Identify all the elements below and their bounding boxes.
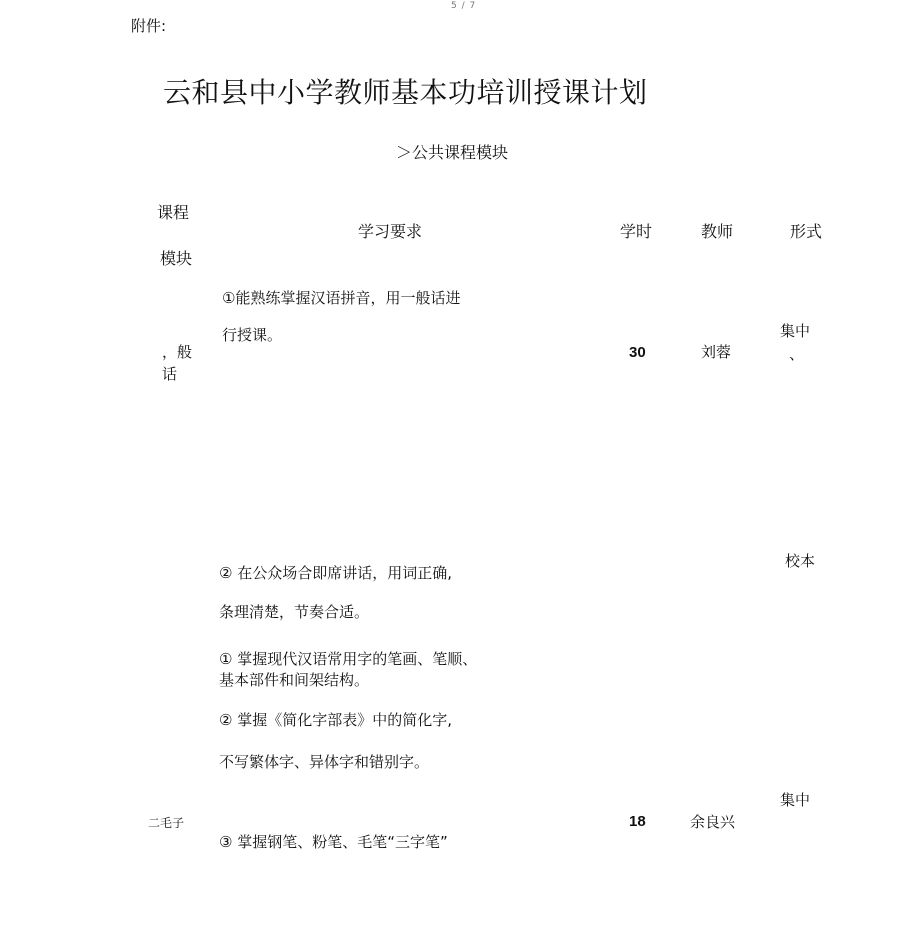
row-format-line1: 集中 [780, 322, 811, 340]
requirement-line: ① 掌握现代汉语常用字的笔画、笔顺、 [219, 650, 478, 668]
requirement-line: 基本部件和间架结构。 [219, 671, 370, 689]
row-module-line1: ，般 [162, 343, 193, 361]
requirement-line: 不写繁体字、异体字和错别字。 [219, 753, 430, 771]
row-module-line2: 话 [162, 365, 178, 383]
requirement-line: 行授课。 [222, 326, 283, 344]
section-heading: ＞公共课程模块 [396, 143, 509, 162]
requirement-line: ② 掌握《简化字部表》中的简化字, [219, 711, 452, 729]
header-requirements: 学习要求 [358, 222, 423, 241]
row-format-line2: 、 [789, 345, 805, 363]
requirement-line: ③ 掌握钢笔、粉笔、毛笔“三字笔” [219, 833, 448, 851]
page-title: 云和县中小学教师基本功培训授课计划 [163, 76, 648, 109]
row-hours: 18 [629, 813, 646, 830]
page-number: 5 / 7 [451, 1, 477, 11]
row-teacher: 余良兴 [690, 813, 736, 831]
row-module: 二毛子 [148, 816, 185, 830]
header-module-line1: 课程 [157, 203, 190, 222]
attachment-label: 附件: [131, 17, 167, 35]
row-format-line1: 集中 [780, 791, 811, 809]
header-teacher: 教师 [701, 222, 734, 241]
header-format: 形式 [790, 222, 823, 241]
row-format-line3: 校本 [785, 552, 816, 570]
requirement-line: ② 在公众场合即席讲话，用词正确, [219, 564, 452, 582]
requirement-line: 条理清楚，节奏合适。 [219, 603, 370, 621]
row-hours: 30 [629, 344, 646, 361]
header-hours: 学时 [620, 222, 653, 241]
row-teacher: 刘蓉 [701, 343, 732, 361]
requirement-line: ①能熟练掌握汉语拼音，用一般话进 [222, 289, 461, 307]
header-module-line2: 模块 [160, 249, 193, 268]
